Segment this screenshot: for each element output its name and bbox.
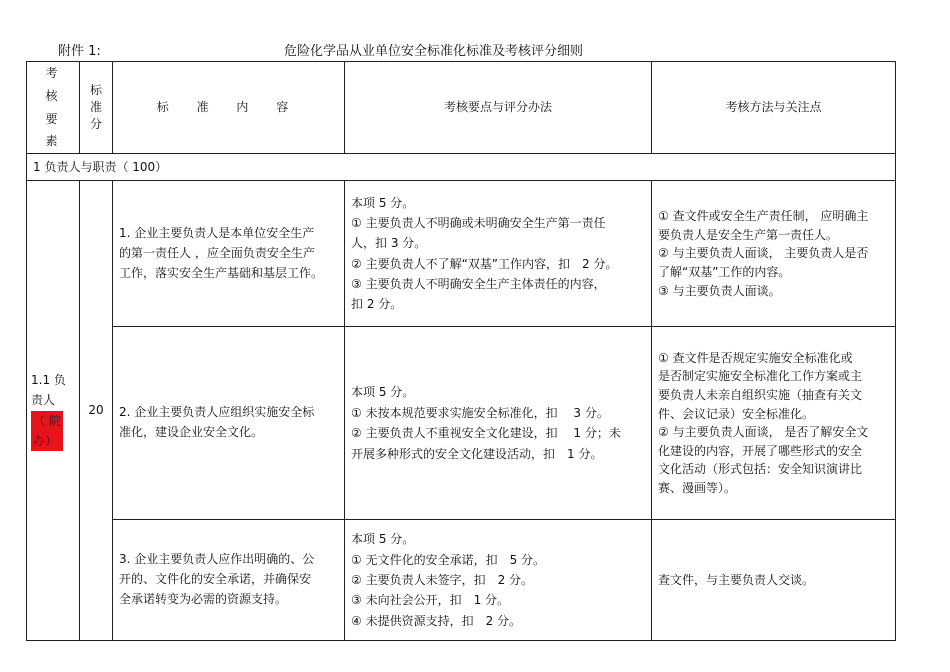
header-score-line: 准 (89, 99, 102, 114)
header-focus: 考核方法与关注点 (652, 62, 896, 154)
header-score-line: 标 (89, 82, 102, 97)
focus-line: 件、会议记录）安全标准化。 (658, 406, 815, 421)
method-line: ③ 主要负责人不明确安全生产主体责任的内容， (351, 277, 606, 292)
header-score-line: 分 (89, 117, 102, 132)
scoring-method-cell (345, 327, 652, 520)
method-line: ② 主要负责人不重视安全文化建设，扣 1 分；未 (351, 426, 621, 441)
content-line: 准化，建设企业安全文化。 (119, 425, 264, 440)
focus-line: 要负责人未亲自组织实施（抽查有关文 (658, 388, 863, 402)
focus-line: 是否制定实施安全标准化工作方案或主 (658, 369, 863, 384)
section-title: 1 负责人与职责（ 100） (27, 154, 896, 181)
table-row (27, 181, 896, 327)
method-line: ① 主要负责人不明确或未明确安全生产第一责任 (351, 215, 606, 230)
content-line: 2. 企业主要负责人应组织实施安全标 (119, 405, 315, 420)
content-line: 工作，落实安全生产基础和基层工作。 (119, 265, 324, 280)
method-line: ④ 未提供资源支持，扣 2 分。 (351, 613, 522, 628)
table-row (27, 327, 896, 520)
standard-content-cell (113, 327, 345, 520)
header-factor-line: 考 核 (45, 66, 61, 103)
standard-content-cell (113, 520, 345, 641)
content-line: 的第一责任人 ，应全面负责安全生产 (119, 245, 315, 260)
assessment-focus-cell (652, 520, 896, 641)
method-line: 扣 2 分。 (351, 297, 403, 312)
table-row (27, 520, 896, 641)
content-line: 开的、文件化的安全承诺，并确保安 (119, 572, 312, 587)
focus-line: ② 与主要负责人面谈， 是否了解安全文 (658, 425, 869, 440)
dept-note-line: （ 院 (33, 413, 61, 428)
table-header-row (27, 62, 896, 154)
header-method: 考核要点与评分办法 (345, 62, 652, 154)
standard-table (26, 61, 896, 641)
attachment-label: 附件 1: (58, 44, 101, 59)
assessment-focus-cell (652, 181, 896, 327)
focus-line: 文化活动（形式包括：安全知识演讲比 (658, 462, 863, 477)
factor-name-line: 1.1 负 (31, 372, 66, 387)
content-line: 全承诺转变为必需的资源支持。 (119, 592, 288, 607)
scoring-method-cell (345, 181, 652, 327)
focus-line: ③ 与主要负责人面谈。 (658, 283, 781, 298)
method-line: 开展多种形式的安全文化建设活动，扣 1 分。 (351, 446, 603, 461)
content-line: 3. 企业主要负责人应作出明确的、公 (119, 552, 315, 567)
focus-line: 赛、漫画等）。 (658, 480, 737, 495)
method-line: 人，扣 3 分。 (351, 236, 427, 251)
document-title: 危险化学品从业单位安全标准化标准及考核评分细则 (284, 44, 584, 59)
header-score (80, 62, 113, 154)
method-line: ① 无文件化的安全承诺，扣 5 分。 (351, 552, 546, 567)
focus-line: 化建设的内容，开展了哪些形式的安全 (658, 443, 863, 458)
factor-cell (27, 181, 80, 641)
dept-note-highlight (31, 411, 63, 452)
method-line: ① 未按本规范要求实施安全标准化，扣 3 分。 (351, 405, 609, 420)
focus-line: 要负责人是安全生产第一责任人。 (658, 227, 839, 242)
method-line: 本项 5 分。 (351, 385, 415, 400)
scoring-method-cell (345, 520, 652, 641)
header-factor (27, 62, 80, 154)
method-line: 本项 5 分。 (351, 532, 415, 547)
focus-line: 了解“双基”工作的内容。 (658, 264, 791, 279)
method-line: 本项 5 分。 (351, 195, 415, 210)
focus-line: ② 与主要负责人面谈， 主要负责人是否 (658, 246, 869, 261)
content-line: 1. 企业主要负责人是本单位安全生产 (119, 225, 315, 240)
method-line: ③ 未向社会公开，扣 1 分。 (351, 593, 510, 608)
assessment-focus-cell (652, 327, 896, 520)
focus-line: ① 查文件是否规定实施安全标准化或 (658, 350, 853, 365)
focus-line: 查文件，与主要负责人交谈。 (658, 572, 815, 587)
factor-name-line: 责人 (31, 393, 56, 408)
dept-note-line: 办） (33, 434, 58, 449)
focus-line: ① 查文件或安全生产责任制， 应明确主 (658, 209, 869, 224)
method-line: ② 主要负责人未签字，扣 2 分。 (351, 572, 534, 587)
header-factor-line: 要 素 (45, 111, 61, 149)
section-row (27, 154, 896, 181)
factor-score: 20 (80, 181, 113, 641)
method-line: ② 主要负责人不了解“双基”工作内容，扣 2 分。 (351, 256, 618, 271)
standard-content-cell (113, 181, 345, 327)
header-content: 标 准 内 容 (113, 62, 345, 154)
